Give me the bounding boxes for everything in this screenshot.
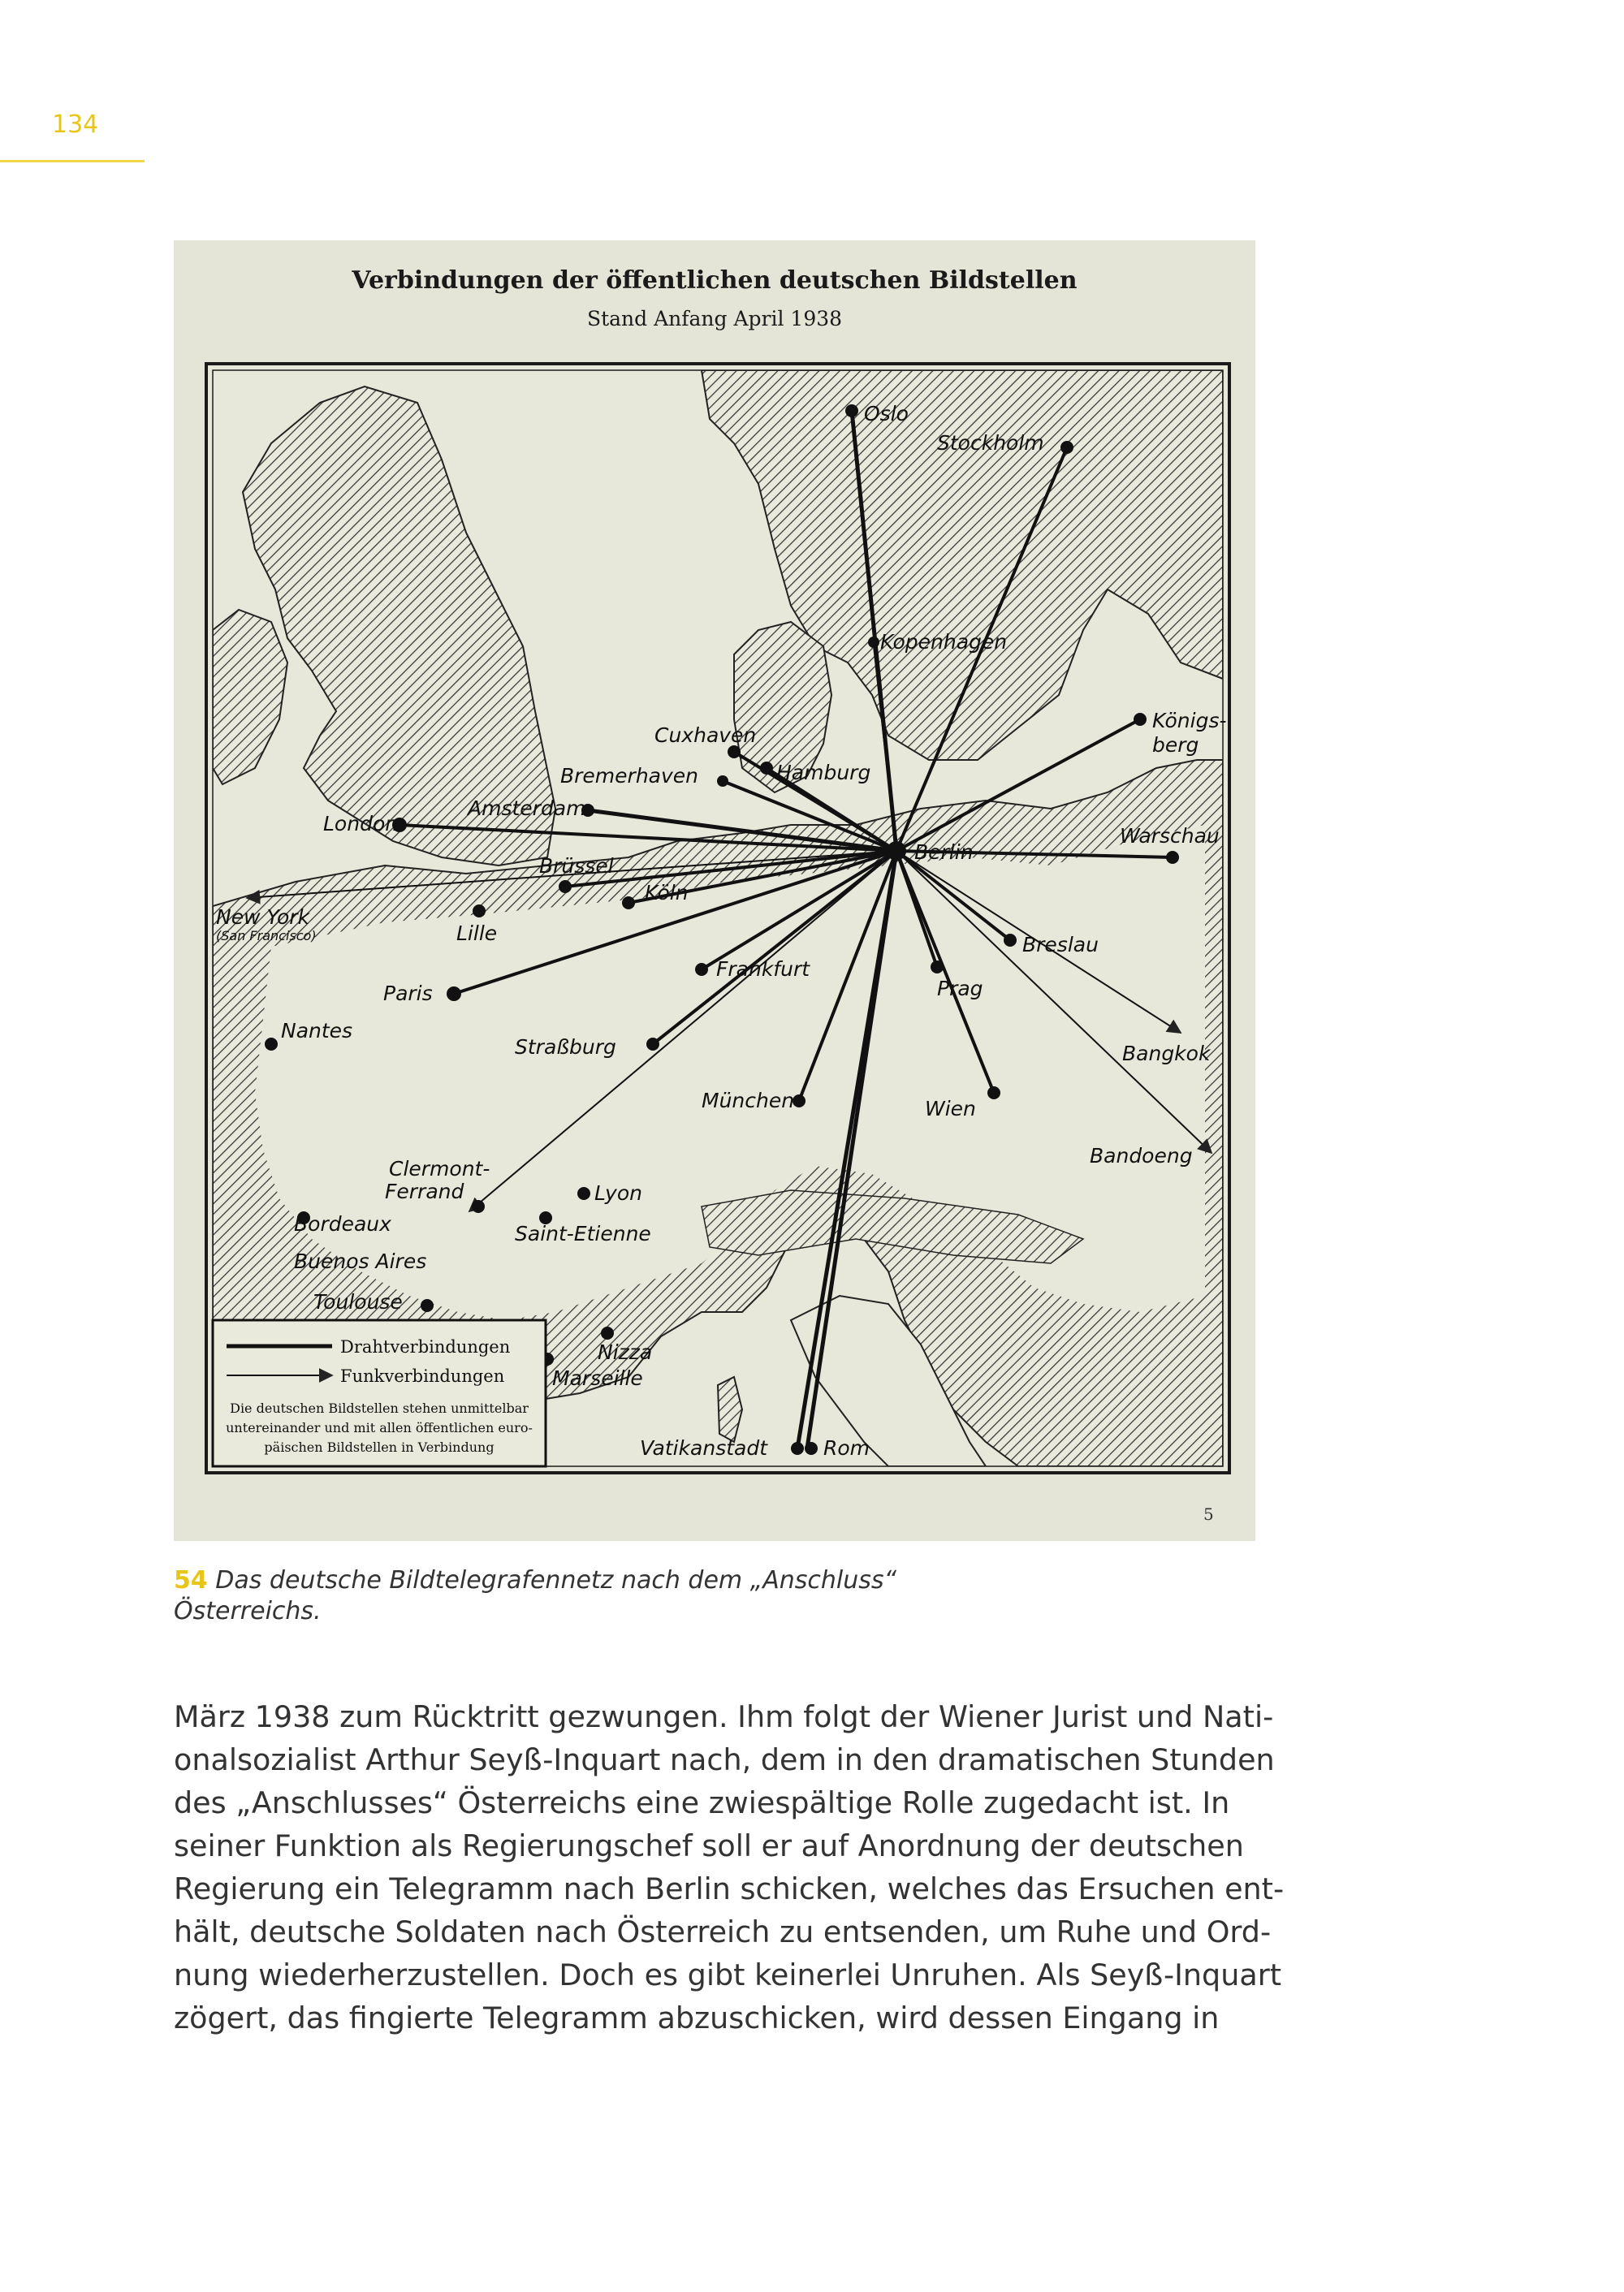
- label-hamburg: Hamburg: [776, 761, 871, 784]
- label-wien: Wien: [925, 1097, 976, 1120]
- label-koenigsberg-2: berg: [1152, 733, 1199, 757]
- dot-rom: [805, 1442, 818, 1455]
- label-bandoeng: Bandoeng: [1090, 1144, 1193, 1168]
- label-new-york: New York: [216, 905, 310, 929]
- label-bremerhaven: Bremerhaven: [560, 764, 699, 788]
- dot-cuxhaven: [728, 745, 741, 758]
- label-bordeaux: Bordeaux: [294, 1212, 391, 1236]
- dot-bruessel: [559, 880, 572, 893]
- label-paris: Paris: [383, 982, 433, 1005]
- dot-warschau: [1166, 851, 1179, 864]
- body-paragraph: [174, 1695, 1285, 2039]
- dot-berlin: [887, 841, 906, 861]
- dot-stockholm: [1060, 441, 1073, 454]
- map-legend: [213, 1320, 546, 1466]
- label-koeln: Köln: [645, 881, 689, 904]
- body-line: Regierung ein Telegramm nach Berlin schicken, welches das Ersuchen ent-: [174, 1871, 1285, 1906]
- legend-note-1: Die deutschen Bildstellen stehen unmittelbar: [230, 1401, 529, 1416]
- label-oslo: Oslo: [864, 402, 909, 425]
- label-frankfurt: Frankfurt: [716, 957, 810, 981]
- map-subtitle: Stand Anfang April 1938: [586, 307, 843, 330]
- label-strassburg: Straßburg: [515, 1035, 616, 1059]
- label-toulouse: Toulouse: [313, 1290, 403, 1314]
- dot-kopenhagen: [868, 637, 879, 648]
- legend-note-3: päischen Bildstellen in Verbindung: [264, 1440, 495, 1455]
- figure-number: 54: [174, 1566, 208, 1595]
- dot-prag: [931, 960, 944, 973]
- legend-note-2: untereinander und mit allen öffentlichen euro-: [226, 1420, 533, 1435]
- body-line: hält, deutsche Soldaten nach Österreich zu entsenden, um Ruhe und Ord-: [174, 1914, 1272, 1949]
- label-vatikanstadt: Vatikanstadt: [640, 1436, 768, 1460]
- label-san-francisco: (San Francisco): [216, 928, 317, 943]
- label-amsterdam: Amsterdam: [468, 796, 586, 820]
- dot-strassburg: [646, 1038, 659, 1051]
- map-figure: [174, 240, 1255, 1541]
- label-lyon: Lyon: [594, 1181, 642, 1205]
- body-line: seiner Funktion als Regierungschef soll er auf Anordnung der deutschen: [174, 1828, 1244, 1863]
- label-kopenhagen: Kopenhagen: [880, 630, 1008, 654]
- body-line: des „Anschlusses“ Österreichs eine zwiespältige Rolle zugedacht ist. In: [174, 1785, 1230, 1820]
- dot-toulouse: [421, 1299, 434, 1312]
- label-bangkok: Bangkok: [1122, 1042, 1211, 1065]
- map-svg: [174, 240, 1255, 1541]
- label-bruessel: Brüssel: [539, 854, 614, 878]
- label-cuxhaven: Cuxhaven: [654, 723, 757, 747]
- dot-muenchen: [793, 1094, 806, 1107]
- label-london: London: [323, 812, 399, 835]
- dot-wien: [987, 1086, 1000, 1099]
- dot-nizza: [601, 1327, 614, 1340]
- label-buenos-aires: Buenos Aires: [294, 1250, 427, 1273]
- page-number-rule: [0, 160, 145, 162]
- label-nantes: Nantes: [281, 1019, 353, 1042]
- dot-koenigsberg: [1134, 713, 1147, 726]
- dot-nantes: [265, 1038, 278, 1051]
- body-line: nung wiederherzustellen. Doch es gibt keinerlei Unruhen. Als Seyß-Inquart: [174, 1957, 1282, 1992]
- figure-caption: [174, 1565, 1229, 1627]
- caption-text-line1: Das deutsche Bildtelegrafennetz nach dem „Anschluss“: [207, 1566, 897, 1595]
- label-rom: Rom: [823, 1436, 870, 1460]
- label-nizza: Nizza: [598, 1340, 653, 1364]
- dot-koeln: [622, 896, 635, 909]
- label-lille: Lille: [456, 922, 498, 945]
- dot-oslo: [845, 404, 858, 417]
- label-berlin: Berlin: [914, 840, 974, 864]
- map-title: Verbindungen der öffentlichen deutschen Bildstellen: [352, 266, 1078, 295]
- label-saint-etienne: Saint-Etienne: [515, 1222, 651, 1245]
- label-clermont-2: Ferrand: [385, 1180, 464, 1203]
- dot-bremerhaven: [717, 775, 728, 787]
- dot-frankfurt: [695, 963, 708, 976]
- label-marseille: Marseille: [552, 1366, 643, 1390]
- dot-paris: [447, 986, 461, 1001]
- dot-hamburg: [760, 762, 773, 775]
- body-line: zögert, das fingierte Telegramm abzuschicken, wird dessen Eingang in: [174, 2001, 1220, 2035]
- dot-lyon: [577, 1187, 590, 1200]
- label-clermont-1: Clermont-: [389, 1157, 490, 1181]
- legend-radio-label: Funkverbindungen: [340, 1366, 505, 1386]
- label-koenigsberg-1: Königs-: [1152, 709, 1227, 732]
- label-stockholm: Stockholm: [937, 431, 1044, 455]
- body-line: März 1938 zum Rücktritt gezwungen. Ihm folgt der Wiener Jurist und Nati-: [174, 1699, 1274, 1734]
- legend-wire-label: Drahtverbindungen: [340, 1337, 511, 1357]
- dot-clermont: [472, 1200, 485, 1213]
- dot-breslau: [1004, 934, 1017, 947]
- label-prag: Prag: [937, 977, 983, 1000]
- dot-lille: [473, 904, 486, 917]
- body-line: onalsozialist Arthur Seyß-Inquart nach, dem in den dramatischen Stunden: [174, 1742, 1275, 1777]
- caption-text-line2: Österreichs.: [174, 1597, 322, 1625]
- label-muenchen: München: [702, 1089, 795, 1112]
- map-sheet-number: 5: [1203, 1504, 1214, 1524]
- page-number: 134: [52, 110, 99, 139]
- label-breslau: Breslau: [1022, 933, 1099, 956]
- label-warschau: Warschau: [1120, 824, 1220, 848]
- dot-vatikanstadt: [791, 1442, 804, 1455]
